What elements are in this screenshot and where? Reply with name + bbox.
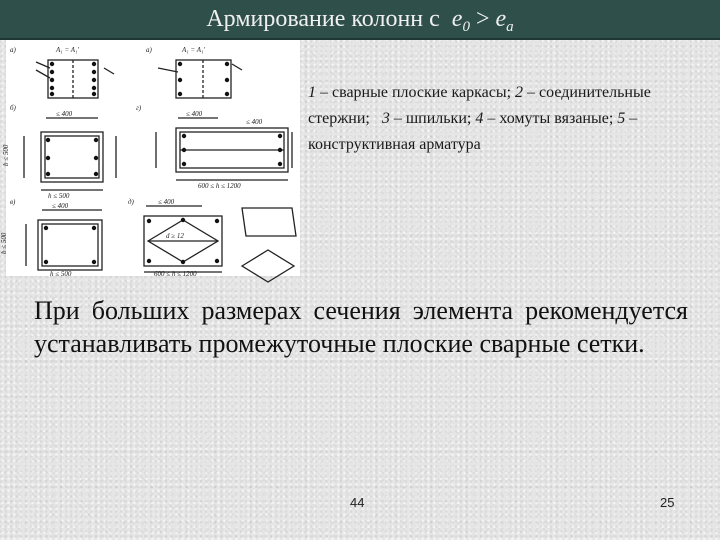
- label-b-bottom: h ≤ 500: [48, 192, 70, 200]
- label-formula-top: A₁ = A₁': [56, 46, 80, 54]
- section-b-rect: [41, 132, 103, 182]
- label-b-top: ≤ 400: [56, 110, 73, 118]
- title-e-symbol: e: [451, 6, 463, 32]
- slide-title: [0, 5, 720, 41]
- label-v-top: ≤ 400: [52, 202, 69, 210]
- title-sub-0: 0: [462, 19, 470, 35]
- label-g-right: ≤ 400: [246, 118, 263, 126]
- label-formula-top-right: A₁ = A₁': [182, 46, 206, 54]
- label-side-600: b ≤ 500: [2, 144, 10, 166]
- label-b: б): [10, 104, 16, 112]
- caption-text-4: – хомуты вязаные;: [483, 110, 618, 127]
- caption-num-1: 1: [308, 84, 316, 101]
- body-paragraph: При больших размерах сечения элемента рекомендуется устанавливать промежуточные плоские сварные сетки.: [34, 296, 688, 358]
- label-d: д): [128, 198, 134, 206]
- label-g: г): [136, 104, 142, 112]
- label-a: а): [10, 46, 16, 54]
- caption-num-4: 4: [475, 110, 484, 127]
- reinforcement-diagram: [0, 40, 300, 278]
- center-number: 44: [350, 495, 365, 510]
- tie-shape-1: [242, 208, 296, 236]
- label-d-top: ≤ 400: [158, 198, 175, 206]
- title-ea: [495, 6, 514, 35]
- label-g-bottom: 600 ≤ h ≤ 1200: [198, 182, 241, 190]
- title-bar: [0, 0, 720, 40]
- caption-text-2: – соединительные стержни;: [308, 84, 655, 127]
- title-gt: >: [475, 6, 490, 32]
- page-number: 25: [660, 495, 675, 510]
- caption-num-2: 2: [515, 84, 524, 101]
- label-d-bottom: 600 ≤ h ≤ 1200: [154, 270, 197, 278]
- caption-num-5: 5: [617, 110, 626, 127]
- caption-text-3: – шпильки;: [389, 110, 476, 127]
- title-prefix: Армирование колонн с: [206, 6, 440, 32]
- label-g-top: ≤ 400: [186, 110, 203, 118]
- reinforcement-figure: [0, 40, 300, 278]
- label-v: в): [10, 198, 16, 206]
- caption-text-1: – сварные плоские каркасы;: [316, 84, 516, 101]
- caption-text-5: – конструктивная арматура: [308, 110, 638, 153]
- label-a-right: а): [146, 46, 152, 54]
- caption-num-3: 3: [381, 110, 390, 127]
- label-side-b: b ≤ 500: [0, 232, 8, 254]
- figure-caption: [308, 80, 708, 158]
- label-d-inner: d ≥ 12: [166, 232, 184, 240]
- title-e-symbol-2: e: [495, 6, 507, 32]
- title-sub-a: a: [506, 19, 514, 35]
- label-v-bottom: h ≤ 500: [50, 270, 72, 278]
- title-e0: [451, 6, 470, 35]
- tie-shape-2: [242, 250, 294, 282]
